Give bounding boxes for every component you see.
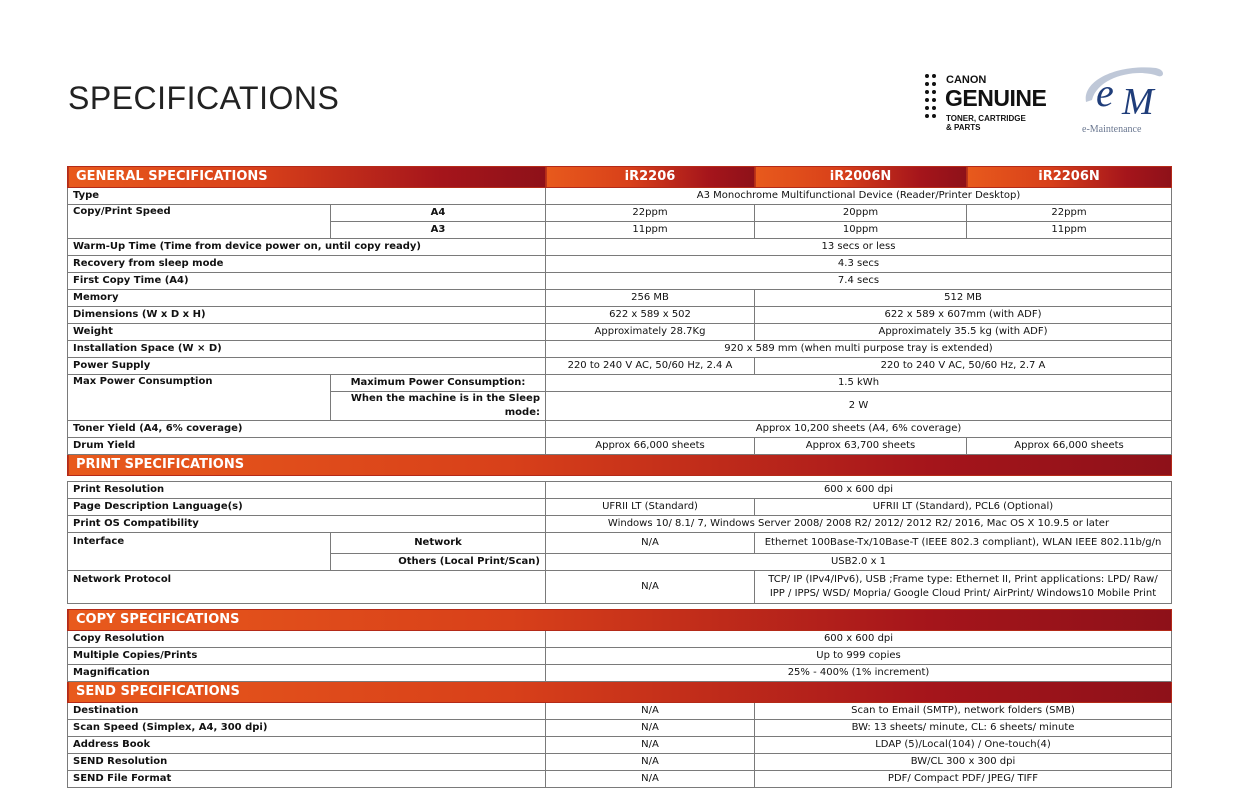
row-label: Toner Yield (A4, 6% coverage) bbox=[68, 421, 546, 438]
row-value: 10ppm bbox=[755, 222, 967, 239]
row-value: 11ppm bbox=[967, 222, 1172, 239]
row-label: Weight bbox=[68, 324, 546, 341]
spec-row-install bbox=[68, 341, 1172, 358]
spec-row-os bbox=[68, 516, 1172, 533]
section-title: PRINT SPECIFICATIONS bbox=[68, 455, 1172, 476]
row-value: N/A bbox=[546, 737, 755, 754]
section-title: GENERAL SPECIFICATIONS bbox=[68, 167, 546, 188]
row-value: 256 MB bbox=[546, 290, 755, 307]
row-value: Approximately 28.7Kg bbox=[546, 324, 755, 341]
row-label: Network Protocol bbox=[68, 571, 546, 604]
row-value: 1.5 kWh bbox=[546, 375, 1172, 392]
row-value: N/A bbox=[546, 571, 755, 604]
row-value: UFRII LT (Standard) bbox=[546, 499, 755, 516]
model-header: iR2006N bbox=[755, 167, 967, 188]
svg-text:M: M bbox=[1122, 81, 1154, 123]
row-value: PDF/ Compact PDF/ JPEG/ TIFF bbox=[755, 771, 1172, 788]
page-title: SPECIFICATIONS bbox=[68, 80, 340, 116]
canon-dots-icon bbox=[925, 74, 941, 122]
row-value: 600 x 600 dpi bbox=[546, 631, 1172, 648]
row-value: 220 to 240 V AC, 50/60 Hz, 2.4 A bbox=[546, 358, 755, 375]
spec-row-file-format bbox=[68, 771, 1172, 788]
row-label: First Copy Time (A4) bbox=[68, 273, 546, 290]
row-sublabel: Maximum Power Consumption: bbox=[331, 375, 546, 392]
model-header: iR2206 bbox=[546, 167, 755, 188]
row-value: Approx 66,000 sheets bbox=[967, 438, 1172, 455]
section-header-general bbox=[68, 167, 1172, 188]
spec-row-magnification bbox=[68, 665, 1172, 682]
row-value: Up to 999 copies bbox=[546, 648, 1172, 665]
spec-row-destination bbox=[68, 703, 1172, 720]
spec-row-speed-a4 bbox=[68, 205, 1172, 222]
row-value: Approximately 35.5 kg (with ADF) bbox=[755, 324, 1172, 341]
section-header-print bbox=[68, 455, 1172, 476]
row-label: SEND File Format bbox=[68, 771, 546, 788]
row-value: 220 to 240 V AC, 50/60 Hz, 2.7 A bbox=[755, 358, 1172, 375]
row-value: 22ppm bbox=[967, 205, 1172, 222]
row-label: Magnification bbox=[68, 665, 546, 682]
row-value: USB2.0 x 1 bbox=[546, 554, 1172, 571]
row-value: 22ppm bbox=[546, 205, 755, 222]
spec-row-protocol bbox=[68, 571, 1172, 604]
spec-table bbox=[67, 166, 1172, 788]
row-value: Approx 66,000 sheets bbox=[546, 438, 755, 455]
spec-row-toner bbox=[68, 421, 1172, 438]
spec-row-first-copy bbox=[68, 273, 1172, 290]
row-value: BW/CL 300 x 300 dpi bbox=[755, 754, 1172, 771]
row-value: 20ppm bbox=[755, 205, 967, 222]
spec-row-drum bbox=[68, 438, 1172, 455]
spec-row-memory bbox=[68, 290, 1172, 307]
e-maintenance-swoosh-icon bbox=[1078, 62, 1170, 124]
canon-genuine-logo bbox=[925, 72, 1055, 134]
row-label: Recovery from sleep mode bbox=[68, 256, 546, 273]
row-value: 11ppm bbox=[546, 222, 755, 239]
row-value: Scan to Email (SMTP), network folders (SMB) bbox=[755, 703, 1172, 720]
row-value: LDAP (5)/Local(104) / One-touch(4) bbox=[755, 737, 1172, 754]
row-value: N/A bbox=[546, 771, 755, 788]
row-value: Approx 10,200 sheets (A4, 6% coverage) bbox=[546, 421, 1172, 438]
row-value: 512 MB bbox=[755, 290, 1172, 307]
spec-row-weight bbox=[68, 324, 1172, 341]
spec-row-send-resolution bbox=[68, 754, 1172, 771]
spec-row-pdl bbox=[68, 499, 1172, 516]
canon-sub-line2: & PARTS bbox=[946, 123, 981, 132]
row-value: 622 x 589 x 502 bbox=[546, 307, 755, 324]
spec-row-print-resolution bbox=[68, 482, 1172, 499]
row-label: Scan Speed (Simplex, A4, 300 dpi) bbox=[68, 720, 546, 737]
e-maintenance-logo bbox=[1078, 62, 1170, 140]
row-sublabel: When the machine is in the Sleep mode: bbox=[331, 392, 546, 421]
row-label: Print OS Compatibility bbox=[68, 516, 546, 533]
spec-row-multiple-copies bbox=[68, 648, 1172, 665]
row-label: Max Power Consumption bbox=[68, 375, 331, 421]
svg-text:e: e bbox=[1096, 70, 1114, 115]
row-value: UFRII LT (Standard), PCL6 (Optional) bbox=[755, 499, 1172, 516]
row-label: Warm-Up Time (Time from device power on, until copy ready) bbox=[68, 239, 546, 256]
row-label: Copy/Print Speed bbox=[68, 205, 331, 239]
canon-genuine-headline: GENUINE bbox=[945, 85, 1047, 111]
row-sublabel: A3 bbox=[331, 222, 546, 239]
row-label: Memory bbox=[68, 290, 546, 307]
row-label: Address Book bbox=[68, 737, 546, 754]
row-value: 2 W bbox=[546, 392, 1172, 421]
row-value: N/A bbox=[546, 754, 755, 771]
canon-sub-text bbox=[946, 114, 1026, 132]
row-label: Multiple Copies/Prints bbox=[68, 648, 546, 665]
row-sublabel: A4 bbox=[331, 205, 546, 222]
row-label: Installation Space (W × D) bbox=[68, 341, 546, 358]
row-label: Copy Resolution bbox=[68, 631, 546, 648]
row-value: 920 x 589 mm (when multi purpose tray is extended) bbox=[546, 341, 1172, 358]
model-header: iR2206N bbox=[967, 167, 1172, 188]
spec-row-dimensions bbox=[68, 307, 1172, 324]
section-header-copy bbox=[68, 610, 1172, 631]
spec-row-power bbox=[68, 358, 1172, 375]
row-sublabel: Network bbox=[331, 533, 546, 554]
spec-row-recovery bbox=[68, 256, 1172, 273]
row-label: Interface bbox=[68, 533, 331, 571]
row-value: N/A bbox=[546, 720, 755, 737]
row-value: Approx 63,700 sheets bbox=[755, 438, 967, 455]
spec-row-max-power bbox=[68, 375, 1172, 392]
row-label: Dimensions (W x D x H) bbox=[68, 307, 546, 324]
spec-row-scan-speed bbox=[68, 720, 1172, 737]
row-label: Drum Yield bbox=[68, 438, 546, 455]
row-label: SEND Resolution bbox=[68, 754, 546, 771]
row-sublabel: Others (Local Print/Scan) bbox=[331, 554, 546, 571]
row-value: A3 Monochrome Multifunctional Device (Reader/Printer Desktop) bbox=[546, 188, 1172, 205]
section-title: COPY SPECIFICATIONS bbox=[68, 610, 1172, 631]
spec-row-address-book bbox=[68, 737, 1172, 754]
spec-row-type bbox=[68, 188, 1172, 205]
spec-row-warmup bbox=[68, 239, 1172, 256]
row-value: TCP/ IP (IPv4/IPv6), USB ;Frame type: Ethernet II, Print applications: LPD/ Raw/ IPP / IPPS/ WSD/ Mopria/ Google Cloud Print/ AirPrint/ Windows10 Mobile Print bbox=[755, 571, 1172, 604]
row-value: N/A bbox=[546, 533, 755, 554]
row-label: Type bbox=[68, 188, 546, 205]
row-value: 25% - 400% (1% increment) bbox=[546, 665, 1172, 682]
row-value: 7.4 secs bbox=[546, 273, 1172, 290]
canon-sub-line1: TONER, CARTRIDGE bbox=[946, 114, 1026, 123]
row-value: 622 x 589 x 607mm (with ADF) bbox=[755, 307, 1172, 324]
row-value: 13 secs or less bbox=[546, 239, 1172, 256]
row-value: N/A bbox=[546, 703, 755, 720]
row-label: Power Supply bbox=[68, 358, 546, 375]
spec-row-copy-resolution bbox=[68, 631, 1172, 648]
row-value: 600 x 600 dpi bbox=[546, 482, 1172, 499]
row-label: Destination bbox=[68, 703, 546, 720]
spec-row-interface-network bbox=[68, 533, 1172, 554]
canon-brand: CANON bbox=[946, 74, 987, 86]
row-value: Ethernet 100Base-Tx/10Base-T (IEEE 802.3 compliant), WLAN IEEE 802.11b/g/n bbox=[755, 533, 1172, 554]
section-header-send bbox=[68, 682, 1172, 703]
row-label: Page Description Language(s) bbox=[68, 499, 546, 516]
e-maintenance-caption: e-Maintenance bbox=[1082, 124, 1142, 135]
section-title: SEND SPECIFICATIONS bbox=[68, 682, 1172, 703]
row-label: Print Resolution bbox=[68, 482, 546, 499]
row-value: BW: 13 sheets/ minute, CL: 6 sheets/ minute bbox=[755, 720, 1172, 737]
row-value: 4.3 secs bbox=[546, 256, 1172, 273]
row-value: Windows 10/ 8.1/ 7, Windows Server 2008/ 2008 R2/ 2012/ 2012 R2/ 2016, Mac OS X 10.9.5 or later bbox=[546, 516, 1172, 533]
